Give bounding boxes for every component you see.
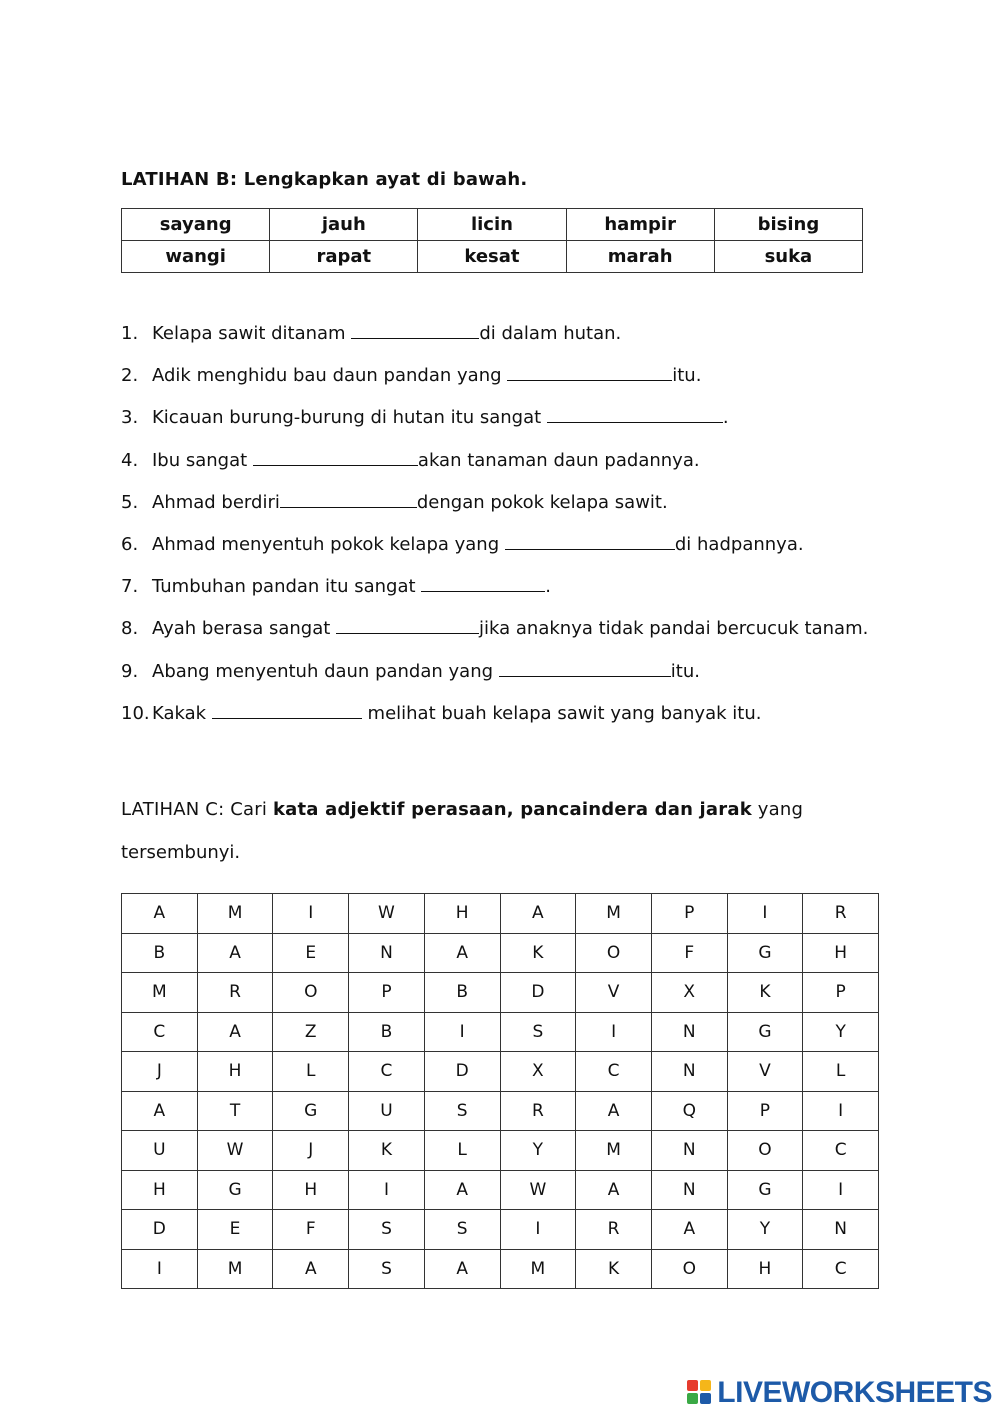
logo-square <box>700 1393 711 1404</box>
question-list <box>121 318 921 740</box>
grid-cell[interactable]: M <box>197 1249 273 1289</box>
grid-cell[interactable]: A <box>500 894 576 934</box>
grid-cell[interactable]: P <box>349 973 425 1013</box>
grid-row <box>122 1170 879 1210</box>
grid-cell[interactable]: W <box>500 1170 576 1210</box>
grid-cell[interactable]: F <box>651 933 727 973</box>
grid-cell[interactable]: G <box>727 933 803 973</box>
logo-square <box>700 1380 711 1391</box>
question-number: 4. <box>121 449 139 471</box>
word-bank-cell: hampir <box>566 209 714 241</box>
grid-cell[interactable]: L <box>424 1131 500 1171</box>
grid-cell[interactable]: A <box>576 1170 652 1210</box>
grid-cell[interactable]: A <box>424 1170 500 1210</box>
grid-cell[interactable]: U <box>349 1091 425 1131</box>
grid-cell[interactable]: O <box>273 973 349 1013</box>
grid-cell[interactable]: I <box>500 1210 576 1250</box>
grid-cell[interactable]: K <box>576 1249 652 1289</box>
word-bank-cell: licin <box>418 209 566 241</box>
grid-cell[interactable]: O <box>576 933 652 973</box>
grid-row <box>122 1249 879 1289</box>
question-text-before: Ayah berasa sangat <box>152 618 337 640</box>
grid-cell[interactable]: I <box>727 894 803 934</box>
grid-row <box>122 1131 879 1171</box>
grid-cell[interactable]: D <box>122 1210 198 1250</box>
grid-cell[interactable]: M <box>576 1131 652 1171</box>
grid-cell[interactable]: A <box>273 1249 349 1289</box>
question-number: 7. <box>121 576 139 598</box>
grid-cell[interactable]: A <box>122 894 198 934</box>
answer-blank[interactable] <box>336 613 479 634</box>
grid-cell[interactable]: H <box>727 1249 803 1289</box>
grid-cell[interactable]: R <box>500 1091 576 1131</box>
grid-cell[interactable]: M <box>576 894 652 934</box>
question-text-after: melihat buah kelapa sawit yang banyak itu. <box>361 702 762 724</box>
word-bank-cell: rapat <box>270 241 418 273</box>
question-item <box>121 698 921 740</box>
answer-blank[interactable] <box>505 529 675 550</box>
grid-cell[interactable]: K <box>500 933 576 973</box>
grid-cell[interactable]: A <box>651 1210 727 1250</box>
grid-cell[interactable]: K <box>727 973 803 1013</box>
grid-cell[interactable]: G <box>727 1012 803 1052</box>
grid-cell[interactable]: S <box>500 1012 576 1052</box>
question-number: 5. <box>121 491 139 513</box>
question-text-after: . <box>545 576 552 598</box>
grid-cell[interactable]: D <box>424 1052 500 1092</box>
grid-cell[interactable]: N <box>651 1131 727 1171</box>
question-item <box>121 613 921 655</box>
question-item <box>121 529 921 571</box>
question-text-after: akan tanaman daun padannya. <box>417 449 700 471</box>
answer-blank[interactable] <box>280 487 417 508</box>
answer-blank[interactable] <box>253 445 418 466</box>
question-text-after: itu. <box>670 660 700 682</box>
grid-cell[interactable]: B <box>424 973 500 1013</box>
grid-cell[interactable]: O <box>727 1131 803 1171</box>
question-item <box>121 656 921 698</box>
grid-cell[interactable]: J <box>273 1131 349 1171</box>
question-item <box>121 487 921 529</box>
grid-row <box>122 894 879 934</box>
question-number: 9. <box>121 660 139 682</box>
grid-cell[interactable]: P <box>803 973 879 1013</box>
word-bank-cell: bising <box>714 209 862 241</box>
grid-cell[interactable]: T <box>197 1091 273 1131</box>
grid-cell[interactable]: V <box>727 1052 803 1092</box>
grid-cell[interactable]: S <box>349 1249 425 1289</box>
grid-cell[interactable]: R <box>197 973 273 1013</box>
grid-cell[interactable]: I <box>803 1091 879 1131</box>
question-item <box>121 445 921 487</box>
grid-cell[interactable]: P <box>727 1091 803 1131</box>
grid-cell[interactable]: A <box>576 1091 652 1131</box>
grid-cell[interactable]: C <box>122 1012 198 1052</box>
grid-cell[interactable]: N <box>651 1012 727 1052</box>
latihan-b-heading: LATIHAN B: Lengkapkan ayat di bawah. <box>121 169 528 190</box>
question-text-before: Ibu sangat <box>152 449 253 471</box>
grid-cell[interactable]: H <box>803 933 879 973</box>
grid-cell[interactable]: A <box>424 1249 500 1289</box>
answer-blank[interactable] <box>212 698 362 719</box>
grid-cell[interactable]: P <box>651 894 727 934</box>
latihan-c-heading-suffix: yang <box>751 799 804 820</box>
word-search-grid <box>121 893 879 1289</box>
question-number: 10. <box>121 702 150 724</box>
logo-square <box>687 1380 698 1391</box>
grid-row <box>122 933 879 973</box>
grid-cell[interactable]: C <box>803 1249 879 1289</box>
grid-cell[interactable]: C <box>803 1131 879 1171</box>
grid-cell[interactable]: Y <box>500 1131 576 1171</box>
grid-row <box>122 973 879 1013</box>
grid-cell[interactable]: C <box>576 1052 652 1092</box>
latihan-c-heading-bold: kata adjektif perasaan, pancaindera dan jarak <box>272 799 752 820</box>
word-bank-cell: kesat <box>418 241 566 273</box>
grid-cell[interactable]: A <box>197 1012 273 1052</box>
grid-cell[interactable]: M <box>197 894 273 934</box>
grid-cell[interactable]: S <box>424 1210 500 1250</box>
question-text-after: jika anaknya tidak pandai bercucuk tanam. <box>479 618 869 640</box>
grid-cell[interactable]: A <box>122 1091 198 1131</box>
answer-blank[interactable] <box>351 318 479 339</box>
latihan-c-heading <box>121 799 803 820</box>
question-text-before: Kakak <box>152 702 212 724</box>
question-item <box>121 318 921 360</box>
grid-cell[interactable]: F <box>273 1210 349 1250</box>
grid-cell[interactable]: D <box>500 973 576 1013</box>
question-text-before: Kelapa sawit ditanam <box>152 323 352 344</box>
question-text-after: di hadpannya. <box>674 533 804 555</box>
answer-blank[interactable] <box>547 402 723 423</box>
grid-cell[interactable]: G <box>273 1091 349 1131</box>
grid-cell[interactable]: I <box>273 894 349 934</box>
grid-row <box>122 1012 879 1052</box>
question-text-after: itu. <box>672 365 702 387</box>
latihan-c-heading-prefix: LATIHAN C: Cari <box>121 799 273 820</box>
grid-cell[interactable]: R <box>803 894 879 934</box>
liveworksheets-brand: LIVEWORKSHEETS <box>717 1376 992 1409</box>
grid-cell[interactable]: N <box>349 933 425 973</box>
grid-cell[interactable]: I <box>424 1012 500 1052</box>
question-number: 2. <box>121 365 139 387</box>
word-bank-cell: marah <box>566 241 714 273</box>
grid-cell[interactable]: R <box>576 1210 652 1250</box>
grid-cell[interactable]: I <box>803 1170 879 1210</box>
grid-cell[interactable]: L <box>273 1052 349 1092</box>
answer-blank[interactable] <box>507 360 672 381</box>
answer-blank[interactable] <box>499 656 671 677</box>
grid-cell[interactable]: V <box>576 973 652 1013</box>
question-text-before: Abang menyentuh daun pandan yang <box>152 660 499 682</box>
grid-cell[interactable]: H <box>122 1170 198 1210</box>
grid-cell[interactable]: W <box>197 1131 273 1171</box>
question-text-before: Kicauan burung-burung di hutan itu sangat <box>152 407 547 429</box>
grid-cell[interactable]: A <box>424 933 500 973</box>
liveworksheets-logo-icon <box>687 1380 713 1406</box>
grid-cell[interactable]: N <box>651 1170 727 1210</box>
question-number: 6. <box>121 533 139 555</box>
liveworksheets-logo <box>687 1376 992 1410</box>
question-text-after: . <box>722 407 729 429</box>
grid-cell[interactable]: B <box>122 933 198 973</box>
word-bank-table <box>121 208 863 273</box>
grid-cell[interactable]: J <box>122 1052 198 1092</box>
question-text-before: Adik menghidu bau daun pandan yang <box>152 365 508 387</box>
grid-row <box>122 1052 879 1092</box>
word-bank-cell: suka <box>714 241 862 273</box>
grid-cell[interactable]: W <box>349 894 425 934</box>
word-bank-row <box>122 241 863 273</box>
question-text-before: Ahmad berdiri <box>152 491 280 513</box>
grid-cell[interactable]: U <box>122 1131 198 1171</box>
grid-cell[interactable]: K <box>349 1131 425 1171</box>
grid-cell[interactable]: Z <box>273 1012 349 1052</box>
grid-cell[interactable]: X <box>500 1052 576 1092</box>
grid-row <box>122 1210 879 1250</box>
question-text-after: di dalam hutan. <box>479 323 622 344</box>
grid-cell[interactable]: Y <box>727 1210 803 1250</box>
grid-cell[interactable]: H <box>273 1170 349 1210</box>
grid-cell[interactable]: A <box>197 933 273 973</box>
grid-cell[interactable]: H <box>197 1052 273 1092</box>
question-number: 1. <box>121 323 139 344</box>
question-text-before: Tumbuhan pandan itu sangat <box>152 576 422 598</box>
grid-cell[interactable]: N <box>803 1210 879 1250</box>
grid-cell[interactable]: X <box>651 973 727 1013</box>
grid-cell[interactable]: S <box>424 1091 500 1131</box>
question-text-before: Ahmad menyentuh pokok kelapa yang <box>152 533 505 555</box>
question-text-after: dengan pokok kelapa sawit. <box>416 491 668 513</box>
grid-cell[interactable]: I <box>349 1170 425 1210</box>
grid-cell[interactable]: I <box>576 1012 652 1052</box>
grid-cell[interactable]: Q <box>651 1091 727 1131</box>
grid-cell[interactable]: E <box>273 933 349 973</box>
question-item <box>121 360 921 402</box>
grid-cell[interactable]: G <box>197 1170 273 1210</box>
grid-cell[interactable]: G <box>727 1170 803 1210</box>
grid-cell[interactable]: M <box>122 973 198 1013</box>
latihan-c-heading-line2: tersembunyi. <box>121 842 241 863</box>
word-bank-cell: sayang <box>122 209 270 241</box>
grid-cell[interactable]: C <box>349 1052 425 1092</box>
grid-cell[interactable]: H <box>424 894 500 934</box>
question-number: 8. <box>121 618 139 640</box>
grid-row <box>122 1091 879 1131</box>
grid-cell[interactable]: M <box>500 1249 576 1289</box>
question-number: 3. <box>121 407 139 429</box>
grid-cell[interactable]: N <box>651 1052 727 1092</box>
grid-cell[interactable]: Y <box>803 1012 879 1052</box>
word-bank-cell: wangi <box>122 241 270 273</box>
question-item <box>121 402 921 444</box>
grid-cell[interactable]: L <box>803 1052 879 1092</box>
logo-square <box>687 1393 698 1404</box>
grid-cell[interactable]: E <box>197 1210 273 1250</box>
grid-cell[interactable]: I <box>122 1249 198 1289</box>
word-bank-cell: jauh <box>270 209 418 241</box>
answer-blank[interactable] <box>421 571 545 592</box>
word-bank-row <box>122 209 863 241</box>
question-item <box>121 571 921 613</box>
grid-cell[interactable]: S <box>349 1210 425 1250</box>
grid-cell[interactable]: O <box>651 1249 727 1289</box>
grid-cell[interactable]: B <box>349 1012 425 1052</box>
